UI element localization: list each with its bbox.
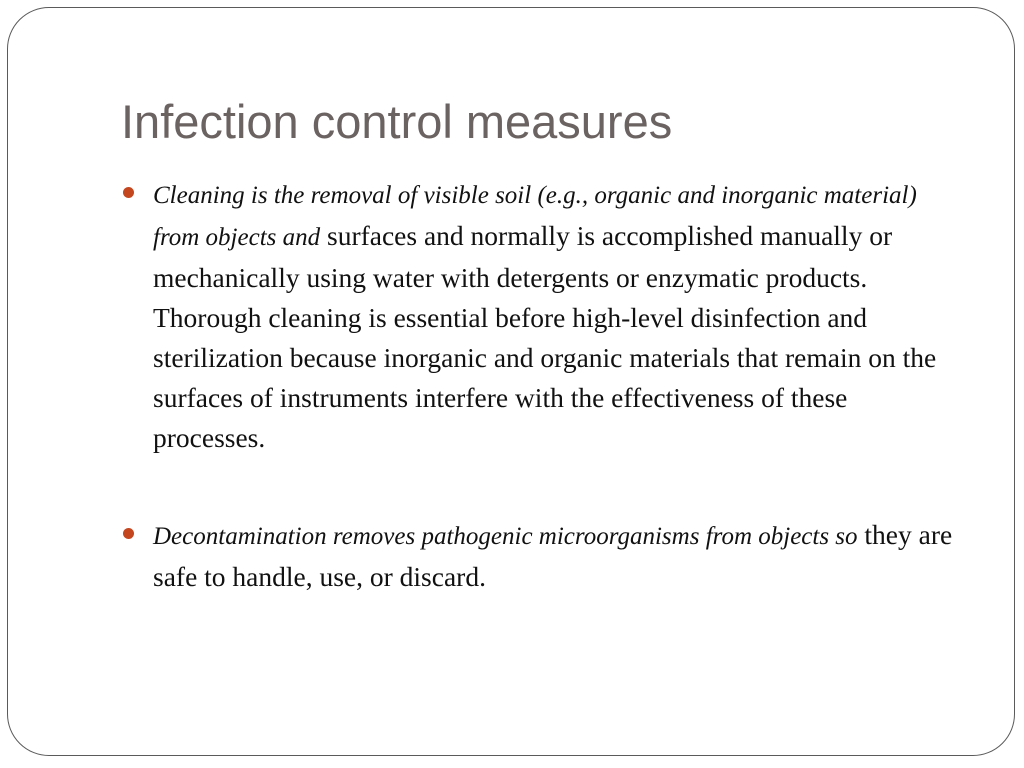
bullet-dot-icon xyxy=(123,187,134,198)
decontamination-definition-text: they are safe to handle, use, or discard. xyxy=(153,519,953,592)
slide-title: Infection control measures xyxy=(121,95,673,148)
cleaning-definition-text: surfaces and normally is accomplished manually or mechanically using water with detergents or enzymatic products. Thorough cleaning is essential before high-level disinfection and sterilization because inorganic and organic materials that remain on the surfaces of instruments interfere with the effectiveness of these processes. xyxy=(153,220,937,453)
slide-frame xyxy=(7,7,1015,756)
bullet-cleaning xyxy=(153,174,958,458)
cleaning-definition-italic: Cleaning is the removal of visible soil (e.g., organic and inorganic material) from objects and xyxy=(153,182,917,251)
decontamination-definition-italic: Decontamination removes pathogenic microorganisms from objects so xyxy=(153,523,858,550)
bullet-dot-icon xyxy=(123,528,134,539)
bullet-list xyxy=(153,174,958,597)
bullet-decontamination xyxy=(153,515,958,597)
